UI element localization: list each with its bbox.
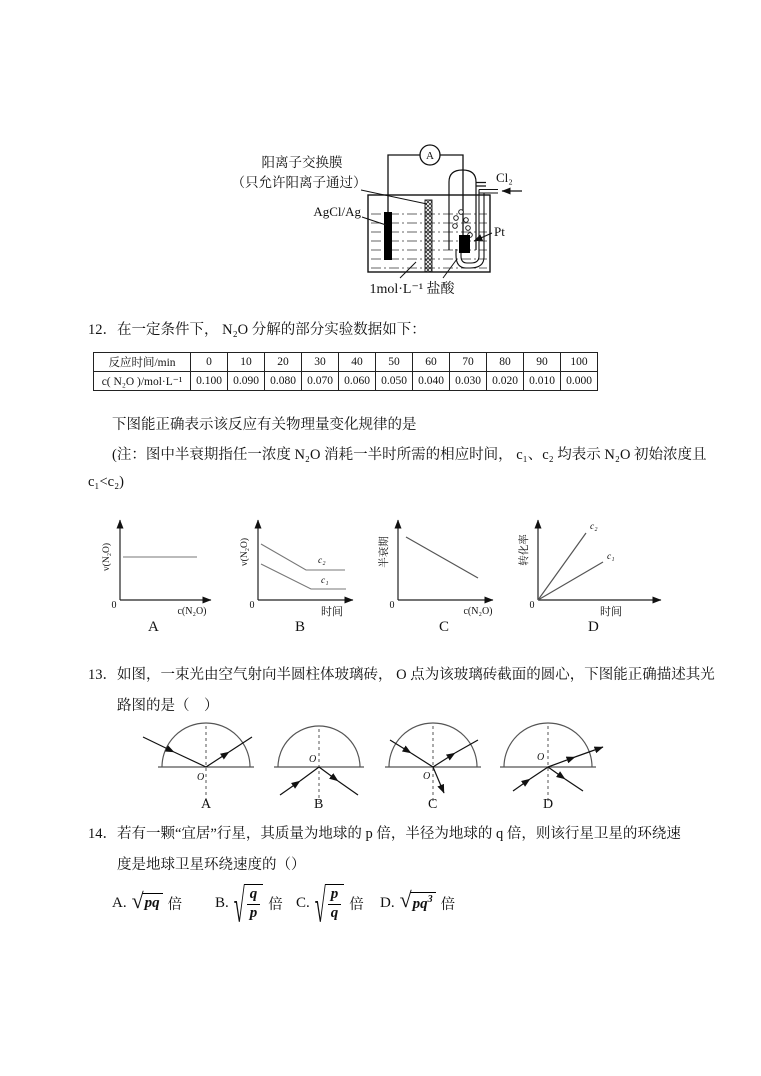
graph-d-letter: D [588,619,599,634]
radical-sign: √ [399,887,412,913]
optics-a-center-label: O [197,772,205,783]
q14-stem-line1: 14．若有一颗“宜居”行星，其质量为地球的 p 倍，半径为地球的 q 倍，则该行星卫星的环绕速 [88,826,681,842]
optics-a [143,723,254,812]
q12-data-table [93,352,598,391]
q13-stem-line1: 13．如图，一束光由空气射向半圆柱体玻璃砖， O 点为该玻璃砖截面的圆心，下图能正确描述其光 [88,667,715,683]
graph-b-letter: B [295,619,306,634]
cation-exchange-membrane [425,200,432,272]
graph-c-letter: C [439,619,450,634]
graph-b-curve-c1 [261,564,346,589]
graph-d-c1-label: c₁ [607,552,615,562]
graph-d-curve-c2 [538,533,586,600]
optics-c-center-label: O [423,771,431,782]
option-b-label: B. [215,894,229,911]
optics-d-letter: D [543,797,554,812]
pt-electrode [459,235,470,253]
graph-c [377,520,493,634]
graph-a-ylabel: v(N₂O) [102,542,112,572]
row-header: 反应时间/min [94,353,191,372]
fraction [247,886,261,922]
ammeter-label: A [426,150,434,162]
graph-c-ylabel: 半衰期 [379,536,390,568]
option-d-suffix: 倍 [440,896,456,913]
q12-stem: 12．在一定条件下， N₂O 分解的部分实验数据如下： [88,322,426,338]
graph-a [101,520,211,634]
optics-b-center-label: O [309,754,317,765]
optics-c-letter: C [428,797,438,812]
cl2-gas-label: Cl₂ [496,170,513,185]
option-d-radical [399,887,436,913]
option-a-radical [131,888,163,914]
graph-c-curve [406,537,478,578]
option-b-radicand [244,884,264,922]
graph-d-c2-label: c₂ [590,522,598,532]
cl2-inlet-pipe [456,190,498,269]
radical-sign: √ [314,881,326,934]
agcl-ag-electrode [384,212,392,260]
radical-sign: √ [233,881,245,934]
optics-c [385,723,481,812]
membrane-label-line2: （只允许阳离子通过） [231,175,367,190]
option-c-denominator: q [330,904,339,921]
electrochemical-cell-figure [230,140,630,315]
membrane-leader-line [361,190,427,204]
option-a-radicand: pq [142,893,163,912]
option-d-power: 3 [427,894,433,906]
option-b-denominator: p [249,904,258,921]
pt-leader-line [474,233,492,241]
agcl-leader-line [362,217,386,225]
membrane-label-line1: 阳离子交换膜 [261,155,343,170]
option-b-suffix: 倍 [268,896,283,913]
solution-leader-right [443,259,457,278]
graph-d-origin: 0 [529,600,535,611]
graph-b-origin: 0 [249,600,255,611]
graph-a-xlabel: c(N₂O) [177,606,207,617]
optics-a-letter: A [201,797,212,812]
table-row: c( N₂O )/mol·L⁻¹ 0.100 0.090 0.080 0.070 0.060 0.050 0.040 0.030 0.020 0.010 0.000 [94,372,598,391]
graph-a-origin: 0 [111,600,117,611]
graph-c-xlabel: c(N₂O) [463,606,493,617]
q14-option-b [215,880,283,934]
solution-leader-left [400,262,416,278]
optics-d [500,723,603,812]
pt-electrode-label: Pt [494,224,505,239]
q13-option-diagrams [140,712,620,812]
graph-b-ylabel: v(N₂O) [240,537,250,567]
graph-d [517,520,661,634]
q14-option-c [296,880,364,934]
q14-option-a [112,880,182,926]
table-row: 反应时间/min 0 10 20 30 40 50 60 70 80 90 100 [94,353,598,372]
graph-c-origin: 0 [389,600,395,611]
q12-note-line1: (注：图中半衰期指任一浓度 N₂O 消耗一半时所需的相应时间， c₁、c₂ 均表示 N₂O 初始浓度且 [112,447,707,463]
optics-d-center-label: O [537,752,545,763]
option-c-radical [314,881,344,934]
graph-d-ylabel: 转化率 [519,534,530,566]
fraction [328,886,342,922]
graph-d-curve-c1 [538,562,603,600]
graph-b-xlabel: 时间 [321,606,343,618]
q14-option-d [380,880,455,926]
q12-note-line2: c₁<c₂) [88,474,124,490]
optics-b [274,726,364,812]
option-d-radicand [410,892,436,913]
option-c-radicand [325,884,345,922]
option-a-suffix: 倍 [167,896,183,913]
option-d-base: pq [412,896,428,913]
option-d-label: D. [380,894,395,911]
graph-b [239,520,353,634]
graph-b-c1-label: c₁ [321,576,329,586]
graph-b-c2-label: c₂ [318,556,326,566]
option-c-suffix: 倍 [349,896,364,913]
graph-b-curve-c2 [261,544,345,570]
q14-stem-line2: 度是地球卫星环绕速度的（） [117,857,306,873]
option-c-numerator: p [328,886,342,904]
radical-sign: √ [131,888,144,914]
option-c-label: C. [296,894,310,911]
graph-a-letter: A [148,619,159,634]
solution-label: 1mol·L⁻¹ 盐酸 [369,282,455,297]
q12-prompt: 下图能正确表示该反应有关物理量变化规律的是 [112,417,417,433]
q12-option-graphs [95,502,695,634]
graph-d-xlabel: 时间 [600,606,622,618]
optics-b-letter: B [314,797,324,812]
q13-stem-line2: 路图的是（ ） [117,698,219,714]
option-a-label: A. [112,894,127,911]
option-b-numerator: q [247,886,261,904]
option-b-radical [233,881,263,934]
agcl-electrode-label: AgCl/Ag [313,204,361,219]
row-header: c( N₂O )/mol·L⁻¹ [94,372,191,391]
